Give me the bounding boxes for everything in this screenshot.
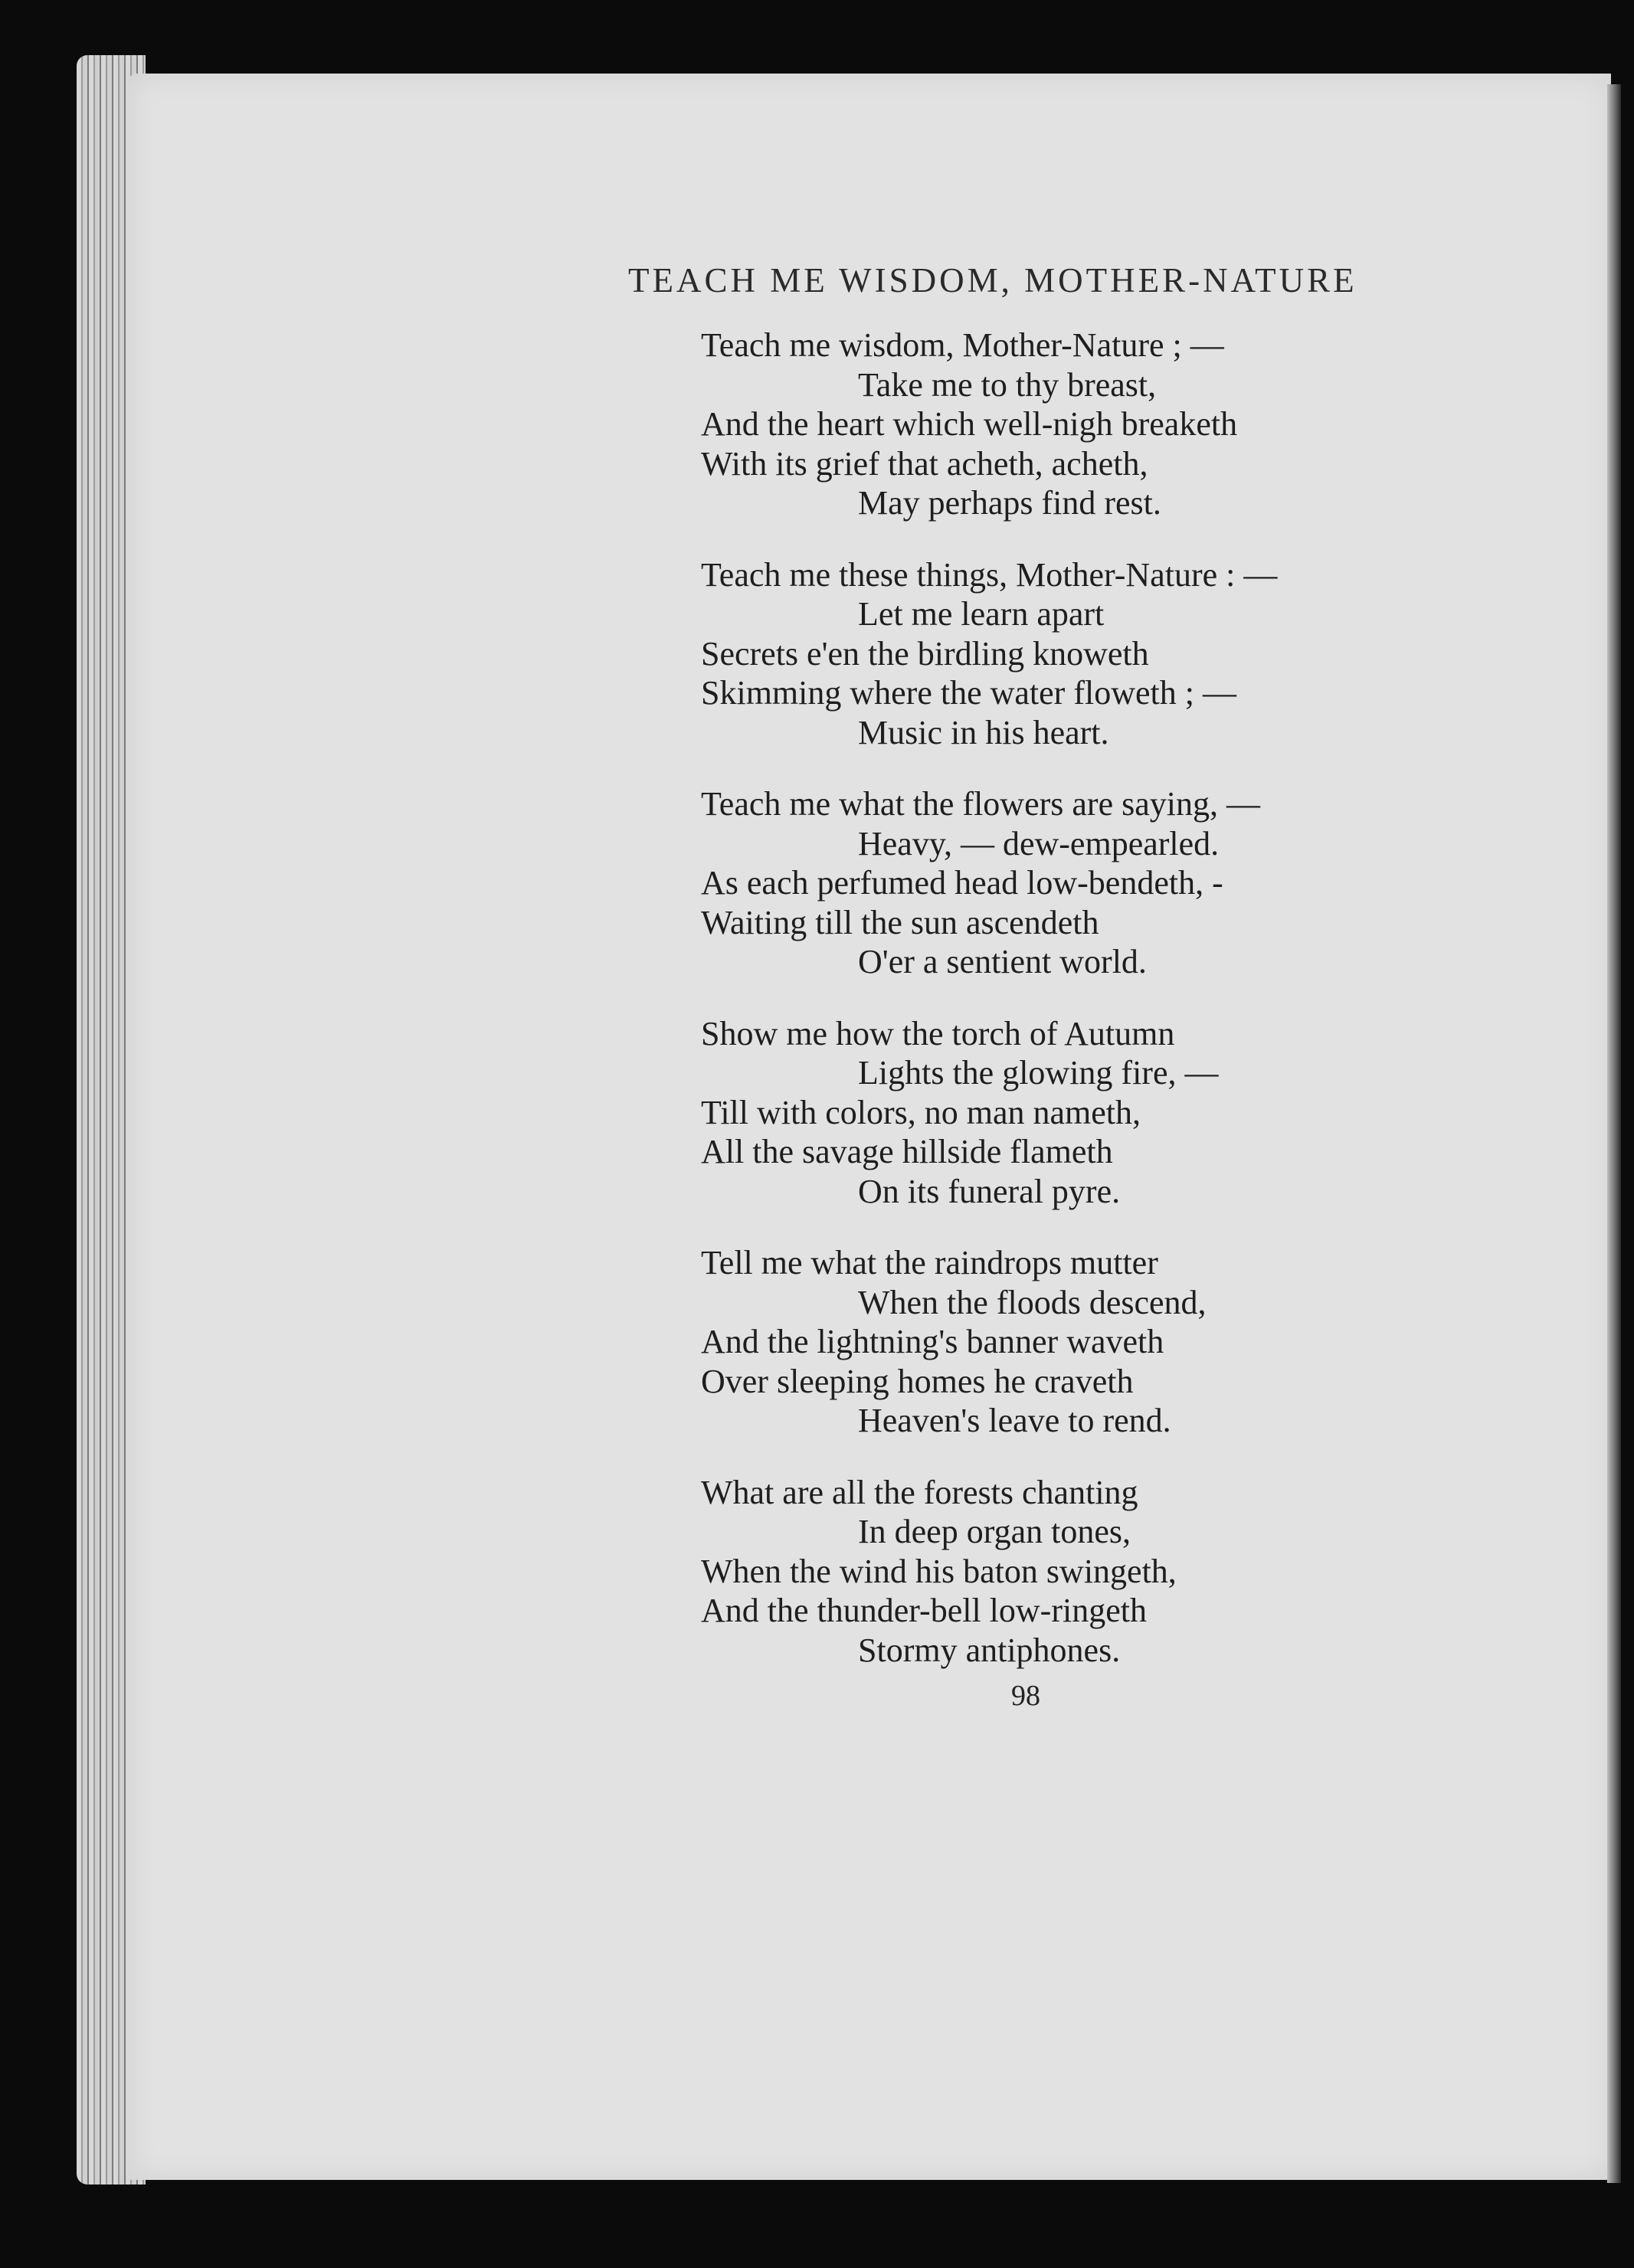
poem-line: Teach me what the flowers are saying, — — [701, 785, 1260, 823]
poem-line: And the heart which well-nigh breaketh — [701, 405, 1238, 443]
poem-line: Show me how the torch of Autumn — [701, 1014, 1175, 1052]
poem-line: Till with colors, no man nameth, — [701, 1093, 1141, 1131]
poem-line: Lights the glowing fire, — — [858, 1054, 1219, 1091]
poem-line: Teach me these things, Mother-Nature : — — [701, 555, 1278, 594]
poem-line: O'er a sentient world. — [858, 943, 1147, 980]
stanza — [701, 326, 1467, 523]
stanza — [701, 1014, 1467, 1212]
poem-line: And the lightning's banner waveth — [701, 1323, 1164, 1360]
stanza — [701, 1243, 1467, 1441]
poem-line: Let me learn apart — [858, 595, 1105, 633]
poem-line: Secrets e'en the birdling knoweth — [701, 634, 1149, 673]
poem-line: May perhaps find rest. — [858, 484, 1161, 522]
stanza — [701, 784, 1467, 982]
poem-body — [701, 326, 1467, 1702]
poem-line: When the wind his baton swingeth, — [701, 1552, 1177, 1590]
poem-line: On its funeral pyre. — [858, 1172, 1121, 1210]
poem-line: In deep organ tones, — [858, 1513, 1131, 1550]
poem-line: All the savage hillside flameth — [701, 1133, 1113, 1170]
poem-line: What are all the forests chanting — [701, 1473, 1138, 1511]
page-number: 98 — [1011, 1680, 1040, 1712]
poem-title: TEACH ME WISDOM, MOTHER-NATURE — [628, 261, 1357, 299]
poem-line: With its grief that acheth, acheth, — [701, 444, 1148, 483]
poem-line: Take me to thy breast, — [858, 365, 1157, 404]
poem-line: When the floods descend, — [858, 1283, 1207, 1321]
poem-line: And the thunder-bell low-ringeth — [701, 1592, 1147, 1629]
poem-line: Over sleeping homes he craveth — [701, 1362, 1134, 1400]
poem-line: Skimming where the water floweth ; — — [701, 674, 1236, 712]
poem-line: Heaven's leave to rend. — [858, 1402, 1171, 1439]
stanza — [701, 1473, 1467, 1671]
poem-line: Stormy antiphones. — [858, 1631, 1121, 1669]
poem-line: Waiting till the sun ascendeth — [701, 903, 1099, 941]
poem-line: Music in his heart. — [858, 713, 1109, 751]
poem-line: As each perfumed head low-bendeth, - — [701, 864, 1223, 902]
page-gutter-shadow — [1607, 84, 1621, 2183]
poem-line: Tell me what the raindrops mutter — [701, 1244, 1158, 1281]
stanza — [701, 555, 1467, 753]
poem-line: Heavy, — dew-empearled. — [858, 824, 1220, 862]
poem-line: Teach me wisdom, Mother-Nature ; — — [701, 326, 1224, 364]
